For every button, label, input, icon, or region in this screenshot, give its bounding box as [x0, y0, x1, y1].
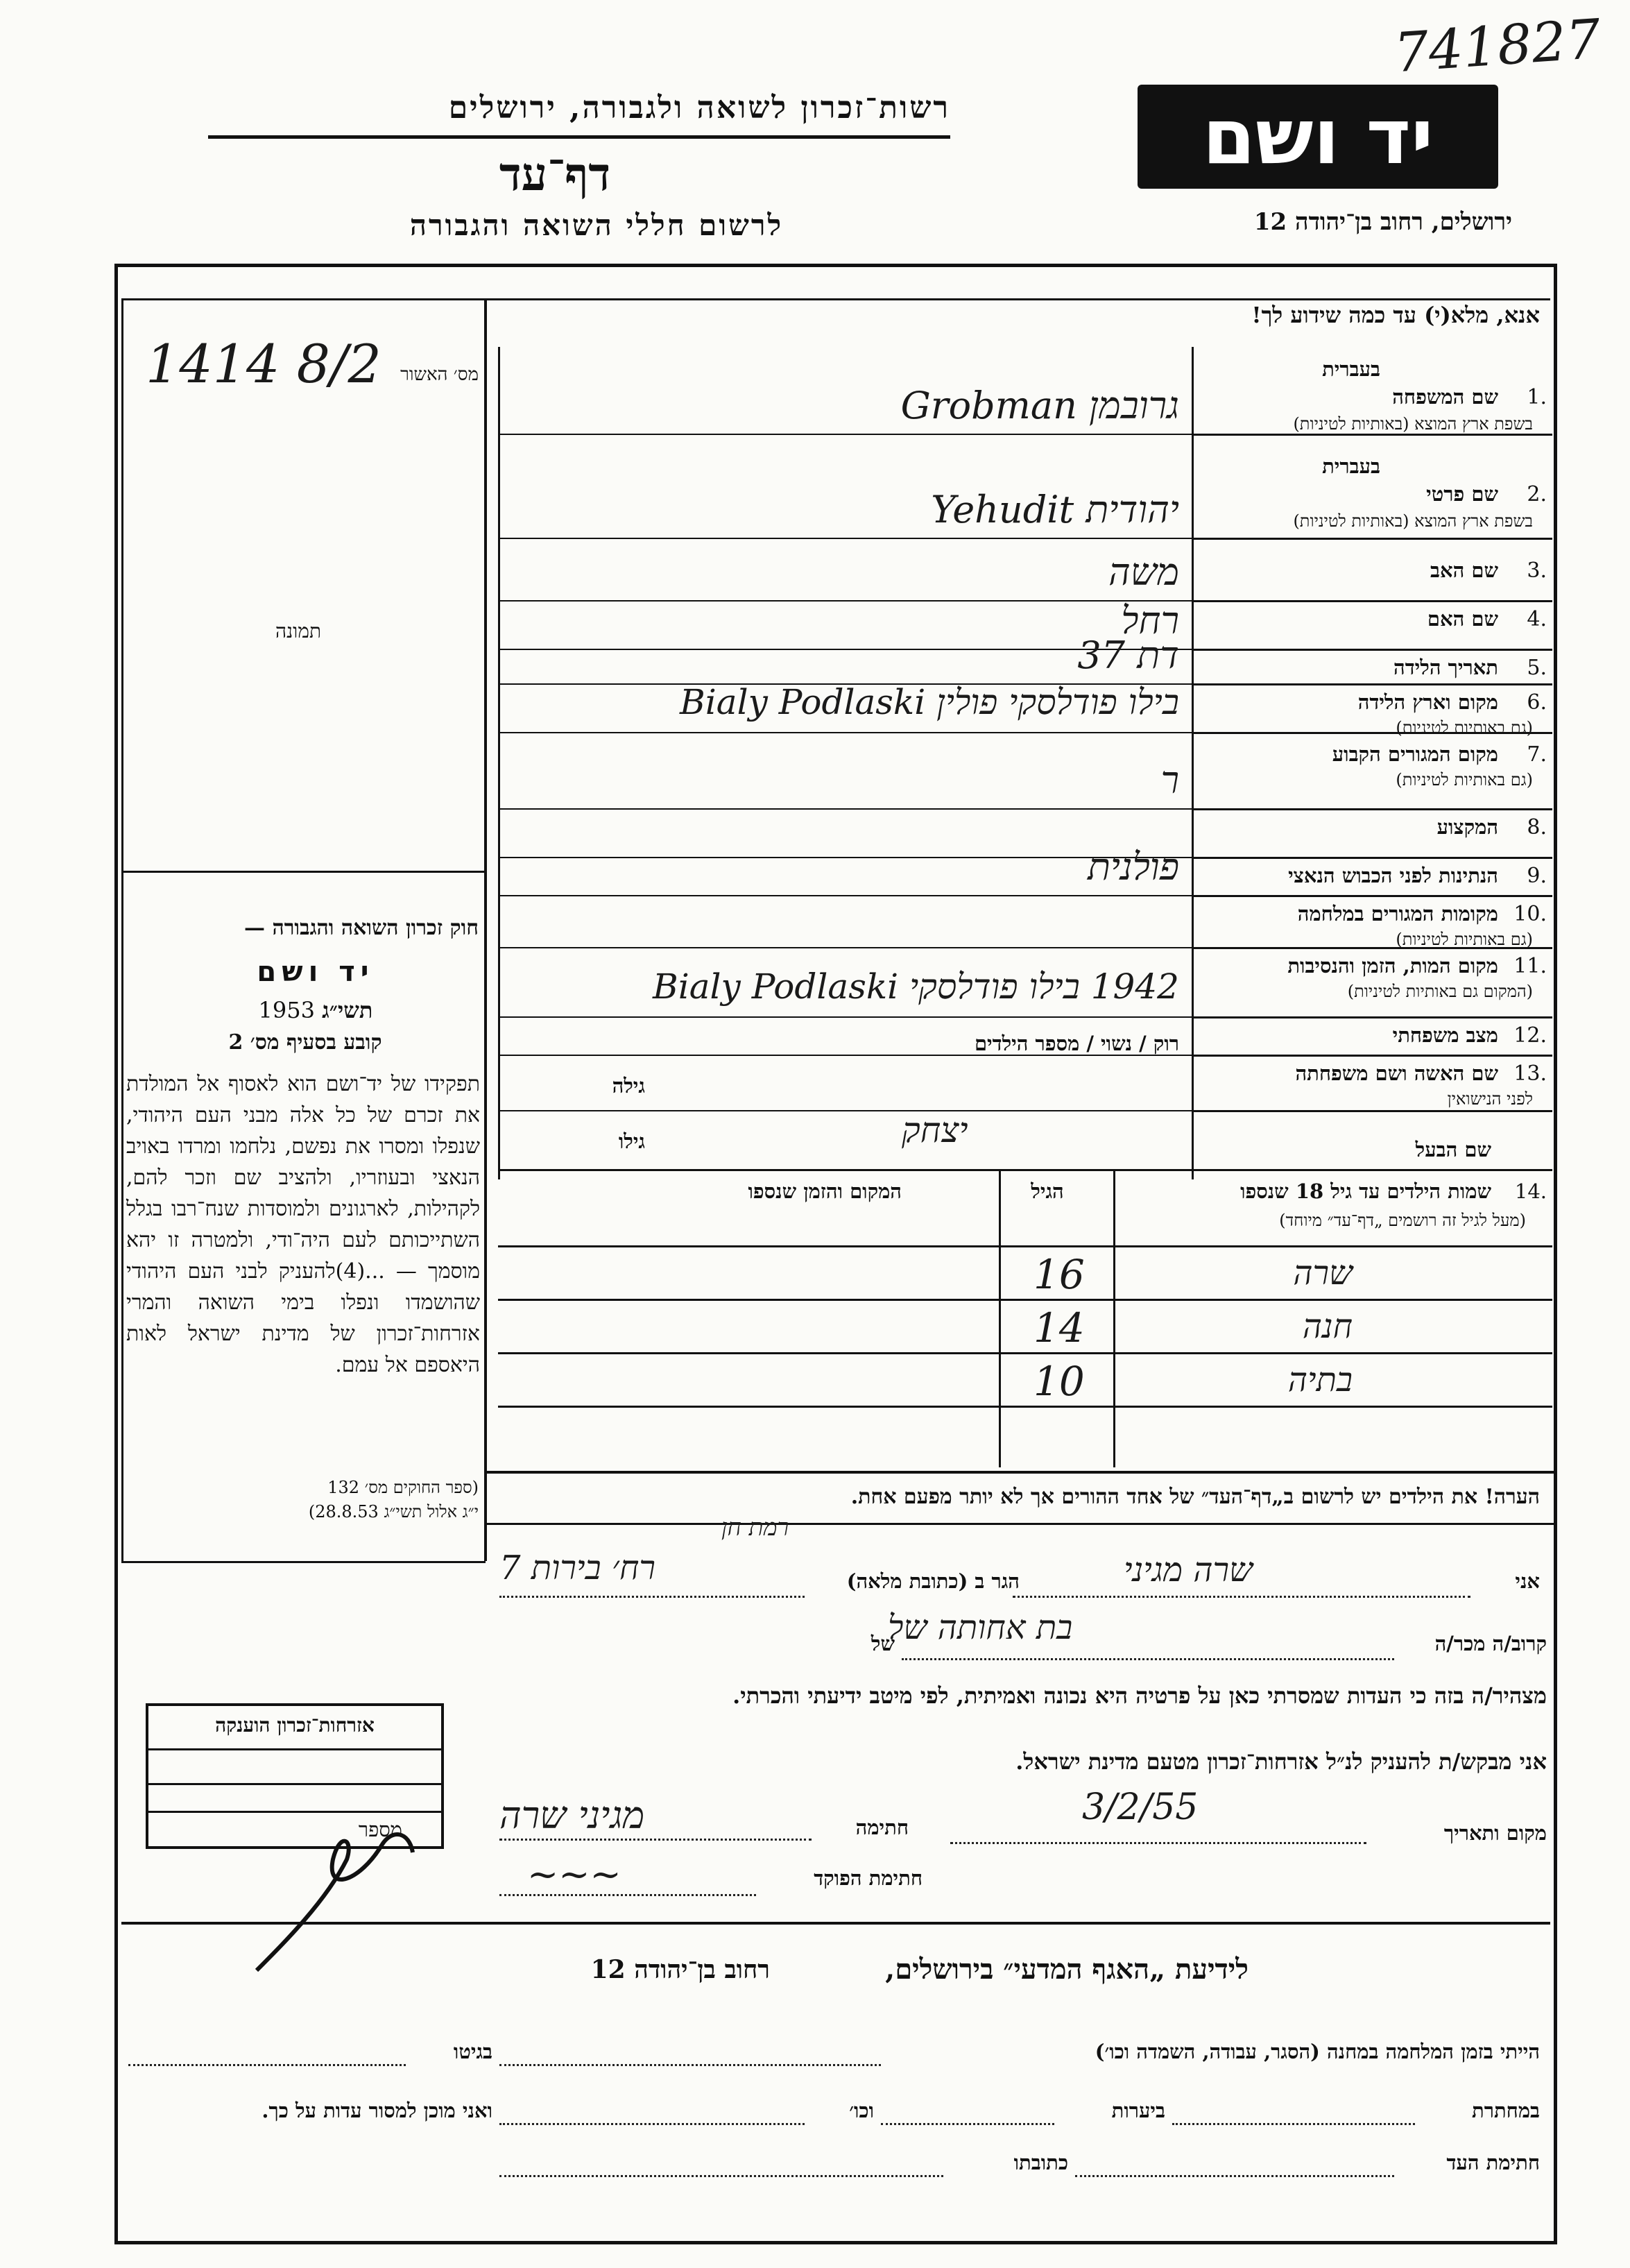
field-value: פולנית: [1087, 845, 1179, 889]
field-number: 1.: [1527, 385, 1547, 409]
value-row-rule: [498, 808, 1192, 810]
left-bottom-rule: [121, 1561, 486, 1563]
husband-value: יצחק: [902, 1110, 968, 1150]
husband-label: שם הבעל: [1415, 1138, 1491, 1161]
field-number: 8.: [1527, 815, 1547, 839]
law-section: קובע בסעיף מס׳ 2: [228, 1030, 382, 1055]
field-row-rule: [1192, 895, 1552, 897]
officer-line: [499, 1894, 756, 1896]
approval-label: מס׳ האשור: [400, 364, 479, 385]
field-note: (גם באותיות לטיניות): [1396, 930, 1533, 949]
field-note: (המקום גם באותיות לטיניות): [1347, 982, 1533, 1001]
field-label: מקום וארץ הלידה: [1357, 690, 1498, 714]
field-row-rule: [1192, 600, 1552, 602]
footer-line1-dots-a: [499, 2064, 881, 2066]
field-row-rule: [1192, 1055, 1552, 1057]
value-row-rule: [498, 947, 1192, 948]
of-label: של: [870, 1632, 895, 1655]
signature-line: [499, 1839, 812, 1841]
request: אני מבקש/ת להעניק לנ״ל אזרחות־זכרון מטעם מדינת ישראל.: [1015, 1748, 1547, 1775]
field-number: 10.: [1513, 902, 1547, 926]
value-row-rule: [498, 538, 1192, 539]
field-label: שם האשה ושם משפחתה: [1295, 1061, 1498, 1085]
field-row-rule: [1192, 857, 1552, 859]
footer-line3-b: כתובתו: [1013, 2151, 1068, 2174]
child-age: 16: [1033, 1251, 1085, 1298]
note-text: הערה! את הילדים יש לרשום ב„דף־העד״ של אחד ההורים אך לא יותר מפעם אחת.: [850, 1485, 1540, 1509]
field-row-rule: [1192, 649, 1552, 651]
field-number: 12.: [1513, 1023, 1547, 1048]
field-label: שם המשפחה: [1392, 385, 1498, 409]
footer-line2-dots-c: [499, 2123, 805, 2125]
footer-line2-dots-b: [881, 2123, 1054, 2125]
value-row-rule: [498, 895, 1192, 896]
value-row-rule: [498, 732, 1192, 733]
field-label: שם האם: [1427, 607, 1498, 631]
field-row-rule: [1192, 808, 1552, 810]
header-authority: רשות־זכרון לשואה ולגבורה, ירושלים: [448, 90, 950, 126]
field-note: (גם באותיות לטיניות): [1396, 718, 1533, 737]
field-number: 9.: [1527, 864, 1547, 888]
law-ref1: (ספר החוקים מס׳ 132: [327, 1478, 479, 1497]
field-number: 6.: [1527, 690, 1547, 715]
child-age: 14: [1033, 1304, 1085, 1352]
citizenship-rule3: [148, 1811, 441, 1813]
pen-stroke: [243, 1818, 451, 1984]
field-value: בילו פודלסקי פולין Bialy Podlaski: [680, 682, 1179, 722]
children-row-rule: [498, 1406, 1552, 1408]
value-row-rule: [498, 1110, 1192, 1111]
field-lang-label: בעברית: [1322, 454, 1380, 478]
field-note: בשפת ארץ המוצא (באותיות לטיניות): [1293, 511, 1533, 531]
field-number: 7.: [1527, 742, 1547, 767]
wife-age-label: גילה: [612, 1074, 645, 1098]
footer-line2-c: וכו׳: [849, 2099, 874, 2122]
field-row-rule: [1192, 1110, 1552, 1112]
field-row-rule: [1192, 538, 1552, 540]
witness-address-extra: רמת חן: [721, 1514, 789, 1542]
law-year: [194, 997, 423, 1023]
officer-label: חתימת הפוקד: [814, 1866, 923, 1890]
form-subtitle: לרשום חללי השואה והגבורה: [409, 208, 784, 242]
law-title: חוק זכרון השואה והגבורה —: [244, 916, 479, 940]
field-label: המקצוע: [1436, 815, 1498, 839]
place-date-label: מקום ותאריך: [1443, 1821, 1547, 1845]
field-label: שם פרטי: [1426, 482, 1498, 506]
field-number: 5.: [1527, 656, 1547, 680]
field-value: משה: [1108, 550, 1179, 594]
footer-line3-a: חתימת העד: [1446, 2151, 1540, 2174]
footer-line3-dots-b: [499, 2175, 943, 2177]
place-header: המקום והזמן שנספו: [748, 1179, 902, 1203]
declaration: מצהיר/ה בזה כי העדות שמסרתי כאן על פרטיה היא נכונה ואמיתית, לפי מיטב ידיעתי והכרתי.: [732, 1682, 1547, 1709]
children-heading: שמות הילדים עד גיל 18 שנספו: [1240, 1179, 1491, 1203]
field-value: ר: [1160, 758, 1179, 802]
date-value: 3/2/55: [1082, 1787, 1199, 1828]
note-bottom-rule: [486, 1523, 1554, 1525]
child-name: בתיה: [1287, 1361, 1353, 1399]
law-logo: יד ושם: [250, 954, 381, 990]
officer-signature: ~~~: [527, 1852, 621, 1896]
law-ref2: י״ג אלול תשי״ג 28.8.53): [308, 1502, 479, 1521]
left-outer-line: [121, 298, 123, 1561]
footer-line2-d: ואני מוכן למסור עדות על כך.: [261, 2099, 492, 2122]
residing-label: הגר ב (כתובת מלאה): [846, 1569, 1020, 1593]
field-number: 13.: [1513, 1061, 1547, 1086]
child-name: שרה: [1293, 1254, 1353, 1293]
field-label: מקום המות, הזמן והנסיבות: [1287, 954, 1498, 978]
citizenship-title: אזרחות־זכרון הוענקה: [215, 1714, 375, 1737]
field-label: מקומות המגורים במלחמה: [1297, 902, 1498, 926]
citizenship-number-label: מספר: [358, 1818, 402, 1841]
field-value: דת 37: [1077, 633, 1179, 677]
age-header: הגיל: [1031, 1179, 1064, 1203]
approval-number: 1414 8/2: [146, 333, 381, 395]
witness-name-line: [1013, 1596, 1470, 1598]
field-label: מצב משפחתי: [1392, 1023, 1498, 1047]
intro-text: אנא, מלא(י) עד כמה שידוע לך!: [1251, 302, 1540, 328]
field-row-rule: [1192, 947, 1552, 949]
children-top-rule: [498, 1169, 1552, 1171]
field-number: 3.: [1527, 559, 1547, 583]
field-label: הנתינות לפני הכבוש הנאצי: [1288, 864, 1498, 887]
form-title: דף־עד: [499, 147, 611, 201]
footer-heading: לידיעת „האגף המדעי״ בירושלים,: [885, 1953, 1249, 1986]
children-row-rule: [498, 1352, 1552, 1354]
children-note: (מעל לגיל זה רושמים „דף־עד״ מיוחד): [1279, 1211, 1526, 1230]
field-note: (גם באותיות לטיניות): [1396, 770, 1533, 790]
witness-address-line: [499, 1596, 805, 1598]
note-top-rule: [486, 1471, 1554, 1474]
signature-label: חתימה: [855, 1816, 909, 1839]
field-value: יהודית Yehudit: [931, 488, 1179, 531]
left-column-divider: [484, 298, 487, 1561]
relation-line: [902, 1658, 1394, 1660]
field-row-rule: [1192, 434, 1552, 436]
field-number: 11.: [1513, 954, 1547, 978]
archive-number: 741827: [1392, 8, 1603, 85]
field-note: לפני הנישואין: [1447, 1089, 1533, 1109]
child-age: 10: [1033, 1358, 1085, 1405]
footer-line1-b: בגיטו: [453, 2040, 492, 2063]
citizenship-rule2: [148, 1783, 441, 1785]
husband-age-label: גילו: [618, 1129, 645, 1153]
field-label: שם האב: [1430, 559, 1498, 582]
footer-line1-dots-b: [128, 2064, 406, 2066]
field-row-rule: [1192, 1016, 1552, 1018]
photo-label: תמונה: [275, 620, 322, 642]
witness-address: רח׳ בירות 7: [499, 1549, 655, 1587]
value-row-rule: [498, 434, 1192, 435]
marital-options: רוק / נשוי / מספר הילדים: [974, 1032, 1179, 1055]
children-col2: [999, 1169, 1001, 1467]
witness-i-label: אני: [1515, 1569, 1540, 1593]
footer-line2-a: במחתרת: [1472, 2099, 1540, 2122]
citizenship-rule1: [148, 1748, 441, 1750]
header-address: ירושלים, רחוב בן־יהודה 12: [1253, 208, 1512, 236]
law-year-num: 1953: [258, 997, 315, 1023]
place-date-line: [950, 1842, 1366, 1844]
field-value: 1942 בילו פודלסקי Bialy Podlaski: [653, 966, 1179, 1007]
footer-line3-dots-a: [1075, 2175, 1394, 2177]
field-lang-label: בעברית: [1322, 357, 1380, 381]
relative-label: קרוב/ה מכר/ה: [1434, 1632, 1547, 1655]
field-row-rule: [1192, 732, 1552, 734]
value-row-rule: [498, 1016, 1192, 1018]
law-year-heb: תשי״ג: [322, 997, 373, 1023]
footer-line1-a: הייתי בזמן המלחמה במחנה (הסגר, עבודה, השמדה וכו׳): [1095, 2040, 1540, 2063]
footer-line2-b: ביערות: [1111, 2099, 1165, 2122]
yad-vashem-logo: יד ושם: [1138, 85, 1498, 189]
footer-address: רחוב בן־יהודה 12: [590, 1955, 770, 1984]
signature-value: מגיני שרה: [499, 1793, 645, 1837]
field-row-rule: [1192, 683, 1552, 685]
field-label: מקום המגורים הקבוע: [1332, 742, 1498, 766]
witness-name: שרה מגיני: [1124, 1551, 1253, 1589]
field-number: 2.: [1527, 482, 1547, 506]
relation-value: בת אחותה של: [888, 1608, 1073, 1647]
footer-top-rule: [121, 1922, 1550, 1925]
law-text: תפקידו של יד־ושם הוא לאסוף אל המולדת את זכרם של כל אלה מבני העם היהודי, שנפלו ומסרו את נפשם, נלחמו ומרדו באויב הנאצי ובעוזריו, ולהציב שם וזכר להם, לקהילות, לארגונים ולמוסדות שנח־רבו בגלל השתייכותם לעם היה־ודי, ולמטרה זו יהא מוסמך — ...(4)להעניק לבני העם היהודי שהושמדו ונפלו בימי השואה והמרי אזרחות־זכרון של מדינת ישראל לאות היאספם אל עמם.: [126, 1072, 481, 1377]
child-name: חנה: [1302, 1307, 1353, 1346]
photo-box-bottom: [121, 871, 486, 873]
header-underline: [208, 135, 950, 139]
field-value: רחל: [1121, 599, 1179, 642]
footer-line2-dots-a: [1172, 2123, 1415, 2125]
children-row-rule: [498, 1299, 1552, 1301]
field-label: תאריך הלידה: [1393, 656, 1498, 679]
field-value: גרובמן Grobman: [900, 384, 1179, 427]
left-top-rule: [121, 298, 1550, 300]
children-num: 14.: [1514, 1179, 1547, 1203]
field-note: בשפת ארץ המוצא (באותיות לטיניות): [1293, 414, 1533, 434]
children-col1: [1113, 1169, 1115, 1467]
children-row-rule: [498, 1245, 1552, 1247]
field-number: 4.: [1527, 607, 1547, 631]
